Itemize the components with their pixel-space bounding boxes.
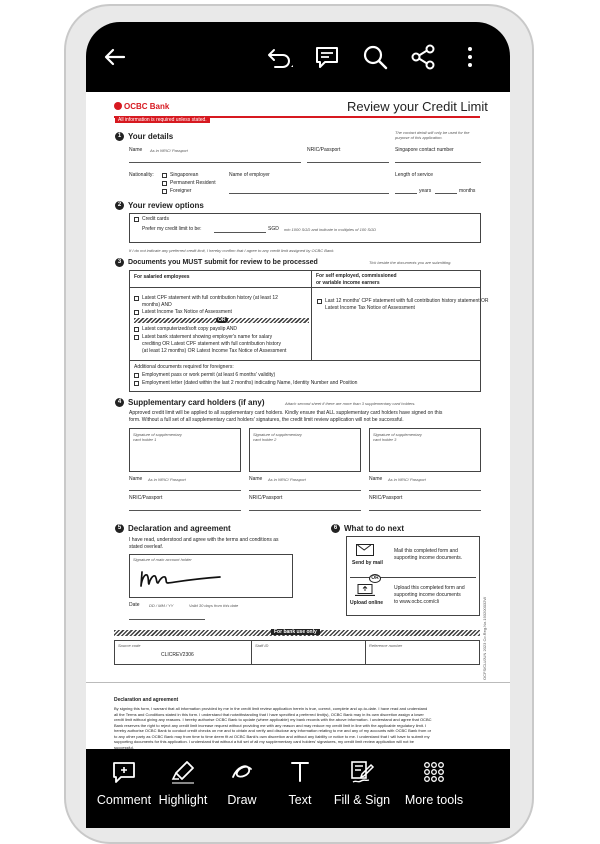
section-heading: Declaration and agreement [128, 524, 231, 533]
doc-item: crediting OR Latest CPF statement with full contribution history [142, 341, 281, 347]
comment-list-icon[interactable] [310, 40, 344, 74]
highlight-pen-icon [168, 757, 198, 787]
date-label: Date [129, 602, 140, 608]
send-by-mail-label: Send by mail [352, 560, 383, 566]
reference-label: Reference number [369, 643, 403, 648]
checkbox-pr[interactable] [162, 181, 167, 186]
search-icon[interactable] [358, 40, 392, 74]
credit-cards-label: Credit cards [142, 216, 169, 222]
text-tool[interactable] [270, 757, 330, 817]
upload-text: Upload this completed form and [394, 585, 465, 591]
doc-item: Latest bank statement showing employer's name for salary [142, 334, 273, 340]
supp-paragraph: form. Without a full set of all supplementary card holders' signatures, the credit limit review application will not be successful. [129, 417, 404, 423]
supp-name-1[interactable] [129, 490, 241, 491]
mail-icon [356, 544, 374, 556]
checkbox-work-pass[interactable] [134, 373, 139, 378]
tool-label: More tools [404, 793, 464, 807]
name-hint: As in NRIC/ Passport [388, 477, 426, 482]
doc-item: (at least 12 months) OR Latest Income Tax Notice of Assessment [142, 348, 287, 354]
name-hint: As in NRIC/ Passport [268, 477, 306, 482]
doc-item: Latest Income Tax Notice of Assessment [142, 309, 232, 315]
handwritten-signature [132, 562, 232, 598]
checkbox-singaporean[interactable] [162, 173, 167, 178]
prefer-label: Prefer my credit limit to be: [142, 226, 202, 232]
comment-tool[interactable] [94, 757, 154, 817]
declaration-line: Bank reserves the right to reject any credit limit increase request without providing me with any reason and may reduce my credit limit in line with the applicable regulatory limit. I [114, 722, 427, 728]
fill-sign-icon [347, 757, 377, 787]
checkbox-credit-cards[interactable] [134, 217, 139, 222]
tool-label: Highlight [158, 793, 208, 807]
share-icon[interactable] [406, 40, 440, 74]
contact-field[interactable] [395, 162, 481, 163]
or-badge: OR [369, 574, 381, 583]
comment-add-icon [109, 757, 139, 787]
checkbox-foreigner[interactable] [162, 189, 167, 194]
sig-label: Signature of supplementary [253, 432, 302, 437]
upload-text: supporting income documents [394, 592, 461, 598]
section-heading: Supplementary card holders (if any) [128, 398, 265, 407]
more-tools[interactable] [404, 757, 464, 817]
sgd-label: SGD [268, 226, 279, 232]
checkbox-payslip[interactable] [134, 327, 139, 332]
employer-field[interactable] [229, 193, 389, 194]
section-number: 3 [115, 258, 124, 267]
checkbox-self-cpf[interactable] [317, 299, 322, 304]
name-hint: As in NRIC/ Passport [150, 148, 188, 153]
limit-footnote: If I do not indicate any preferred credit limit, I hereby confirm that I agree to any credit limit assigned by OCBC Bank. [129, 248, 335, 253]
section-heading: Your review options [128, 201, 204, 210]
checkbox-employment-letter[interactable] [134, 381, 139, 386]
checkbox-bank-statement[interactable] [134, 335, 139, 340]
name-label: Name [249, 476, 263, 482]
declaration-text: I have read, understood and agree with the terms and conditions as [129, 537, 279, 543]
ocbc-logo-icon [114, 102, 122, 110]
grid-icon [419, 757, 449, 787]
valid-note: Valid 30 days from this date [189, 603, 239, 608]
section-number: 5 [115, 524, 124, 533]
form-title: Review your Credit Limit [347, 99, 488, 114]
declaration-line: hereby authorise OCBC Bank to conduct credit checks on me and to obtain and verify and disclose any information relating to me and any of my accounts with OCBC Bank from or [114, 728, 432, 733]
name-label: Name [129, 147, 143, 153]
mail-text: Mail this completed form and [394, 548, 458, 554]
doc-item: Latest Income Tax Notice of Assessment [325, 305, 415, 311]
fill-sign-tool[interactable] [332, 757, 392, 817]
section-number: 2 [115, 201, 124, 210]
draw-tool[interactable] [212, 757, 272, 817]
section-heading: Documents you MUST submit for review to be processed [128, 259, 318, 266]
declaration-heading: Declaration and agreement [114, 697, 179, 703]
checkbox-tax[interactable] [134, 310, 139, 315]
name-label: Name [369, 476, 383, 482]
supp-nric-1[interactable] [129, 510, 241, 511]
pdf-page[interactable] [86, 92, 510, 749]
section-number: 6 [331, 524, 340, 533]
tool-label: Text [288, 793, 312, 807]
source-code-value: CLICREV2306 [161, 652, 194, 658]
app-screen [86, 22, 510, 828]
months-field[interactable] [435, 193, 457, 194]
upload-online-label: Upload online [350, 600, 384, 606]
doc-item: months) AND [142, 302, 172, 308]
option-label: Singaporean [170, 172, 199, 178]
upload-laptop-icon [355, 584, 375, 596]
self-employed-header-2: or variable income earners [316, 280, 380, 286]
doc-item: Employment letter (dated within the last 2 months) indicating Name, Identity Number and Position [142, 380, 358, 386]
doc-item: Latest CPF statement with full contribution history (at least 12 [142, 295, 278, 301]
preferred-limit-field[interactable] [214, 232, 266, 233]
tick-note: Tick beside the documents you are submitting. [369, 260, 452, 265]
doc-item: Latest computerized/soft copy payslip AND [142, 326, 238, 332]
staff-id-label: Staff ID [255, 643, 269, 648]
declaration-line: By signing this form, I warrant that all information provided by me in the credit limit review application herein is true, correct, complete and up-to-date. I have read and understand [114, 706, 428, 711]
sig-label: card holder 1 [133, 437, 157, 442]
name-label: Name [129, 476, 143, 482]
more-vertical-icon[interactable] [453, 40, 487, 74]
self-employed-header: For self employed, commissioned [316, 273, 397, 279]
nric-label: NRIC/Passport [249, 495, 283, 501]
attach-note: Attach second sheet if there are more than 3 supplementary card holders. [285, 401, 416, 406]
top-toolbar [86, 22, 510, 92]
salaried-header: For salaried employees [134, 274, 190, 280]
name-field[interactable] [129, 162, 301, 163]
required-note: All information is required unless stated. [115, 117, 210, 123]
nric-label: NRIC/Passport [307, 147, 341, 153]
source-code-label: Source code [118, 643, 141, 648]
declaration-line: to any other party as OCBC Bank may from time to time deem fit at OCBC Bank's own discretion and without any liability or notice to me. I understand that I will have to submit my [114, 733, 430, 739]
sig-label: Signature of supplementary [133, 432, 182, 437]
section-number: 1 [115, 132, 124, 141]
service-label: Length of service [395, 172, 434, 178]
sig-label: card holder 2 [253, 437, 277, 442]
supp-nric-2[interactable] [249, 510, 361, 511]
contact-label: Singapore contact number [395, 147, 454, 153]
months-label: months [459, 188, 476, 194]
sig-label: Signature of main account holder [133, 557, 192, 562]
tool-label: Comment [96, 793, 152, 807]
upload-text: to www.ocbc.com/cli [394, 599, 440, 605]
bank-name: OCBC Bank [124, 102, 170, 111]
nric-field[interactable] [307, 162, 389, 163]
text-icon [285, 757, 315, 787]
name-hint: As in NRIC/ Passport [148, 477, 186, 482]
section-heading: Your details [128, 132, 174, 141]
supp-nric-3[interactable] [369, 510, 481, 511]
undo-icon[interactable] [262, 40, 296, 74]
sig-label: Signature of supplementary [373, 432, 422, 437]
date-format: DD / MM / YY [149, 603, 174, 608]
highlight-tool[interactable] [153, 757, 213, 817]
declaration-line: successful. [114, 744, 134, 750]
form-side-code: OCFS/CLI/JUN 2023 Co.Reg.No.193200032W [482, 596, 487, 680]
tool-label: Fill & Sign [333, 793, 391, 807]
declaration-text: stated overleaf. [129, 544, 164, 550]
additional-docs-label: Additional documents required for foreigners: [134, 364, 234, 370]
sig-label: card holder 3 [373, 437, 397, 442]
declaration-line: credit limit without giving any reasons. I hereby authorise OCBC Bank to update (where applicable) my bank records with the above information. I understand and agree that OCBC [114, 717, 432, 722]
min-note: min 1000 SGD and indicate in multiples of 100 SGD [284, 227, 377, 232]
checkbox-cpf[interactable] [134, 296, 139, 301]
bottom-toolbar [86, 749, 510, 828]
option-label: Permanent Resident [170, 180, 216, 186]
back-arrow-icon[interactable] [98, 40, 132, 74]
nric-label: NRIC/Passport [369, 495, 403, 501]
contact-note: The contact detail will only be used for the purpose of this application. [395, 130, 470, 140]
or-badge: OR [218, 317, 226, 323]
draw-icon [227, 757, 257, 787]
supp-paragraph: Approved credit limit will be applied to all supplementary card holders. Kindly ensure that ALL supplementary card holders have signed on this [129, 410, 443, 416]
section-heading: What to do next [344, 524, 404, 533]
bank-use-heading: For bank use only [271, 629, 320, 635]
supp-name-3[interactable] [369, 490, 481, 491]
years-label: years [419, 188, 432, 194]
doc-item: Employment pass or work permit (at least 6 months' validity) [142, 372, 276, 378]
doc-item: Last 12 months' CPF statement with full contribution history statement OR [325, 298, 489, 304]
nric-label: NRIC/Passport [129, 495, 163, 501]
declaration-line: all the Terms and Conditions stated in this form. I understand that notwithstanding that I have specified a preferred limit(s), OCBC Bank may in its own discretion assign a lower [114, 711, 424, 717]
section-number: 4 [115, 398, 124, 407]
years-field[interactable] [395, 193, 417, 194]
declaration-line: supporting documents for this application. I understand that without a full set of all my supplementary card holders' signatures, my credit limit review application will not be [114, 739, 415, 744]
mail-text: supporting income documents. [394, 555, 463, 561]
tool-label: Draw [227, 793, 257, 807]
employer-label: Name of employer [229, 172, 270, 178]
supp-name-2[interactable] [249, 490, 361, 491]
date-field[interactable] [129, 619, 205, 620]
option-label: Foreigner [170, 188, 192, 194]
nationality-label: Nationality: [129, 172, 154, 178]
